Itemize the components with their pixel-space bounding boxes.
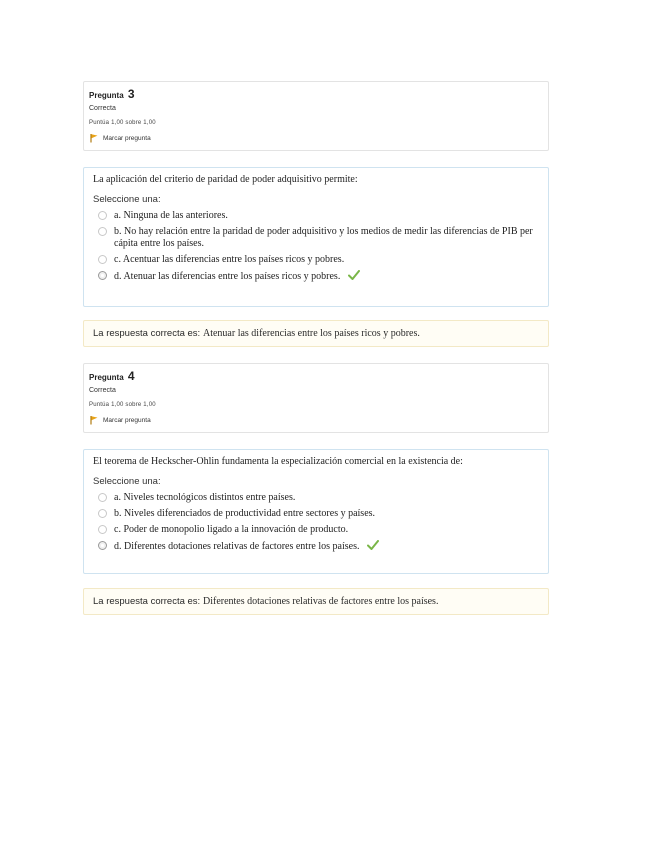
radio-button-selected[interactable] (98, 271, 107, 280)
answer-text: d. Diferentes dotaciones relativas de factores entre los países. (114, 541, 360, 552)
question-label: Pregunta (89, 91, 124, 100)
radio-button[interactable] (98, 525, 107, 534)
answer-text: b. Niveles diferenciados de productividad entre sectores y países. (114, 508, 376, 519)
answer-option-b[interactable] (93, 508, 539, 520)
answer-prompt: Seleccione una: (93, 194, 161, 205)
answer-list (93, 492, 539, 553)
radio-button[interactable] (98, 255, 107, 264)
flag-icon (89, 133, 99, 143)
radio-button-selected[interactable] (98, 541, 107, 550)
answer-text-wrapper (114, 270, 539, 283)
radio-button[interactable] (98, 211, 107, 220)
question-4-title (89, 370, 543, 384)
question-4-content (83, 449, 549, 574)
answer-option-a[interactable] (93, 492, 539, 504)
question-text: El teorema de Heckscher-Ohlin fundamenta la especialización comercial en la existencia de: (93, 456, 463, 467)
answer-text: c. Poder de monopolio ligado a la innovación de producto. (114, 524, 349, 535)
question-number: 4 (127, 369, 135, 383)
question-text: La aplicación del criterio de paridad de poder adquisitivo permite: (93, 174, 358, 185)
feedback-prefix: La respuesta correcta es: (93, 596, 201, 607)
answer-text: c. Acentuar las diferencias entre los países ricos y pobres. (114, 254, 345, 265)
answer-option-d[interactable] (93, 270, 539, 283)
flag-question-button[interactable] (89, 415, 543, 425)
question-grade: Puntúa 1,00 sobre 1,00 (89, 120, 156, 126)
flag-icon (89, 415, 99, 425)
question-3-info (83, 81, 549, 151)
radio-button[interactable] (98, 227, 107, 236)
answer-option-c[interactable] (93, 524, 539, 536)
flag-question-label: Marcar pregunta (103, 416, 151, 424)
question-state: Correcta (89, 387, 116, 394)
answer-prompt: Seleccione una: (93, 476, 161, 487)
answer-option-c[interactable] (93, 254, 539, 266)
question-4-feedback (83, 588, 549, 615)
question-label: Pregunta (89, 373, 124, 382)
question-grade: Puntúa 1,00 sobre 1,00 (89, 402, 156, 408)
answer-text: b. No hay relación entre la paridad de poder adquisitivo y los medios de medir las diferencias de PIB per cápita entre los países. (114, 226, 533, 249)
feedback-answer: Atenuar las diferencias entre los países ricos y pobres. (202, 328, 420, 339)
radio-button[interactable] (98, 493, 107, 502)
radio-button[interactable] (98, 509, 107, 518)
flag-question-label: Marcar pregunta (103, 134, 151, 142)
answer-text: a. Ninguna de las anteriores. (114, 210, 228, 221)
feedback-prefix: La respuesta correcta es: (93, 328, 201, 339)
answer-option-a[interactable] (93, 210, 539, 222)
answer-text: a. Niveles tecnológicos distintos entre países. (114, 492, 296, 503)
question-state: Correcta (89, 105, 116, 112)
answer-option-d[interactable] (93, 540, 539, 553)
check-icon (367, 540, 379, 550)
flag-question-button[interactable] (89, 133, 543, 143)
answer-option-b[interactable] (93, 226, 539, 250)
question-3-feedback (83, 320, 549, 347)
question-4-info (83, 363, 549, 433)
question-number: 3 (127, 87, 135, 101)
answer-list (93, 210, 539, 283)
answer-text: d. Atenuar las diferencias entre los países ricos y pobres. (114, 271, 341, 282)
answer-text-wrapper (114, 540, 539, 553)
check-icon (348, 270, 360, 280)
question-3-title (89, 88, 543, 102)
question-3-content (83, 167, 549, 307)
feedback-answer: Diferentes dotaciones relativas de factores entre los países. (202, 596, 439, 607)
